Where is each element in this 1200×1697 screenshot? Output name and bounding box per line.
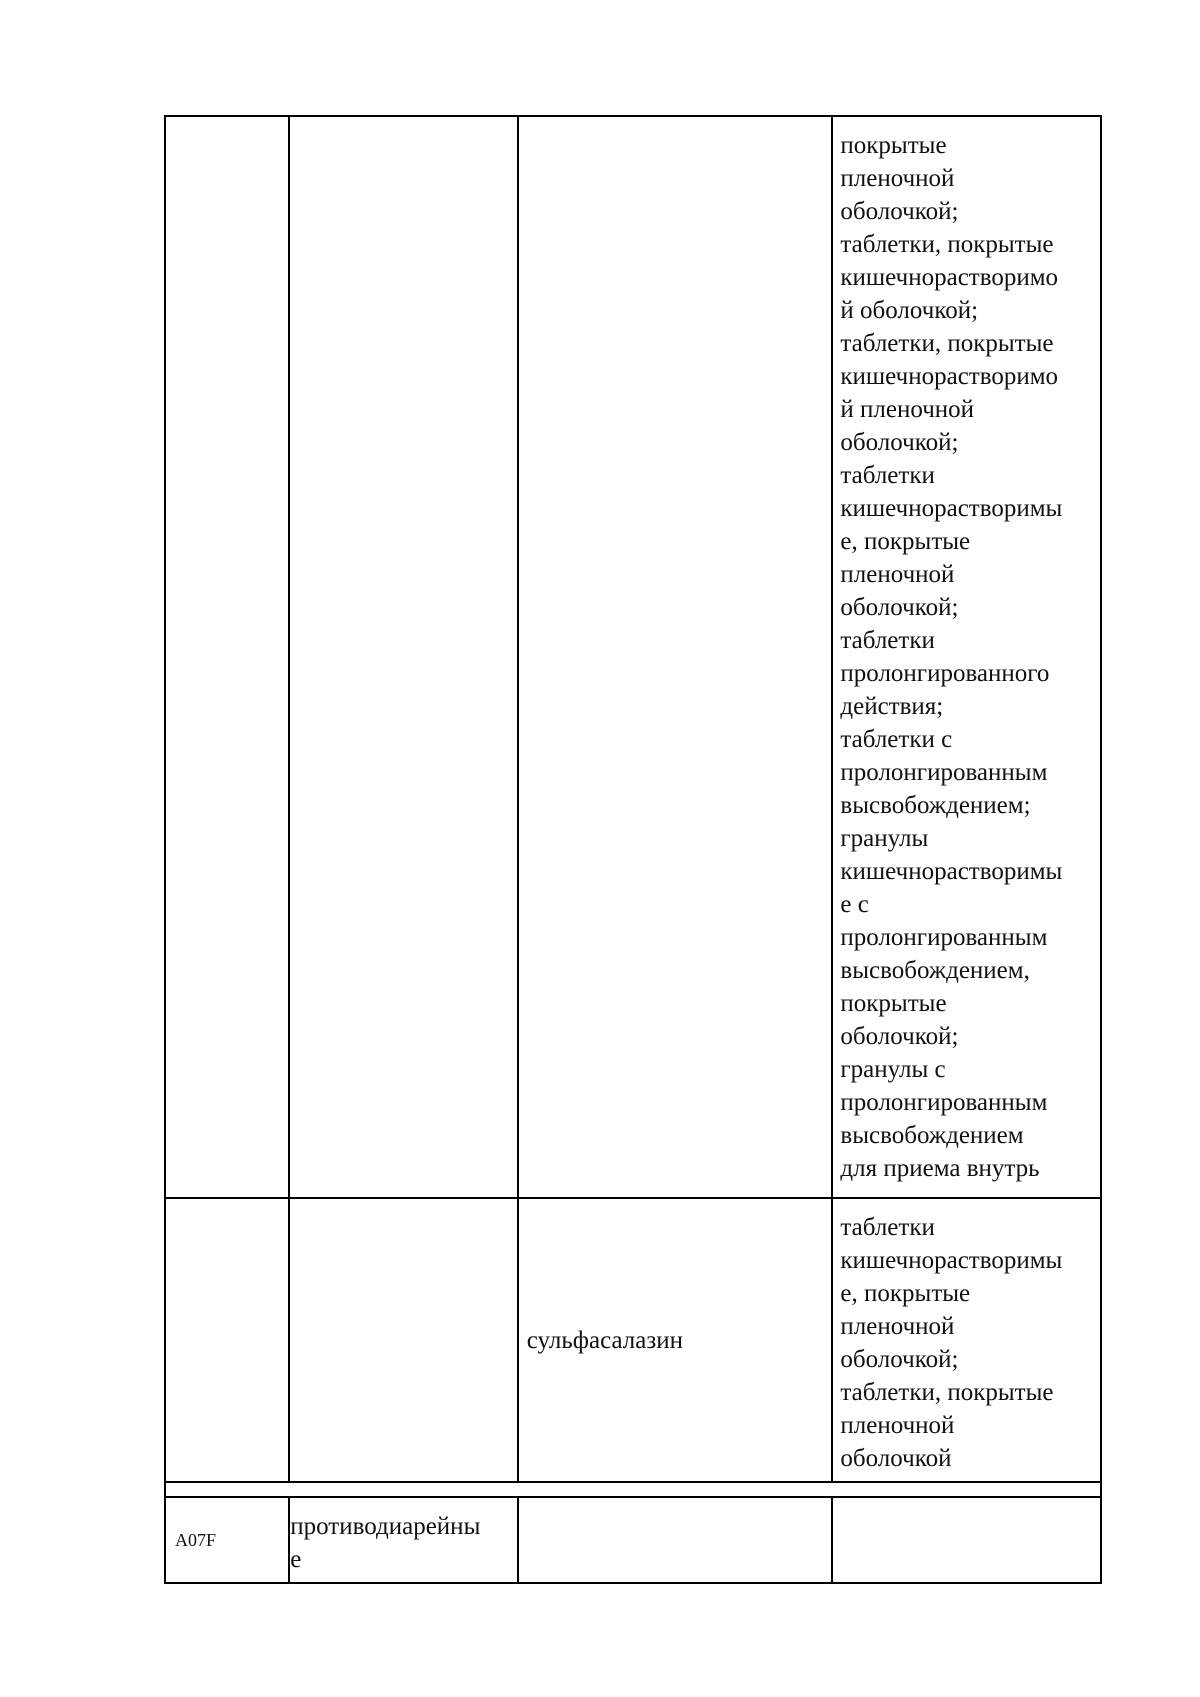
atc-code-cell bbox=[165, 116, 289, 1198]
table-row bbox=[165, 1198, 1101, 1482]
dosage-forms-cell: покрытые пленочной оболочкой; таблетки, покрытые кишечнорастворимо й оболочкой; таблетки, покрытые кишечнорастворимо й пленочной оболочкой; таблетки кишечнорастворимы е, покрытые пленочной оболочкой; таблетки пролонгированного действия; таблетки с пролонгированным высвобождением; гранулы кишечнорастворимы е с пролонгированным высвобождением, покрытые оболочкой; гранулы с пролонгированным высвобождением для приема внутрь bbox=[832, 116, 1101, 1198]
spacer-cell bbox=[165, 1482, 1101, 1497]
medication-table bbox=[164, 115, 1102, 1584]
atc-code-cell: A07F bbox=[165, 1497, 289, 1583]
group-cell: противодиарейны е bbox=[289, 1497, 517, 1583]
medication-table-wrapper bbox=[164, 115, 1102, 1584]
drug-cell: сульфасалазин bbox=[518, 1198, 833, 1482]
drug-cell bbox=[518, 1497, 833, 1583]
atc-code-cell bbox=[165, 1198, 289, 1482]
table-row bbox=[165, 116, 1101, 1198]
group-cell bbox=[289, 1198, 517, 1482]
spacer-row bbox=[165, 1482, 1101, 1497]
table-row bbox=[165, 1497, 1101, 1583]
group-cell bbox=[289, 116, 517, 1198]
dosage-forms-cell: таблетки кишечнорастворимы е, покрытые пленочной оболочкой; таблетки, покрытые пленочной оболочкой bbox=[832, 1198, 1101, 1482]
drug-cell bbox=[518, 116, 833, 1198]
dosage-forms-cell bbox=[832, 1497, 1101, 1583]
